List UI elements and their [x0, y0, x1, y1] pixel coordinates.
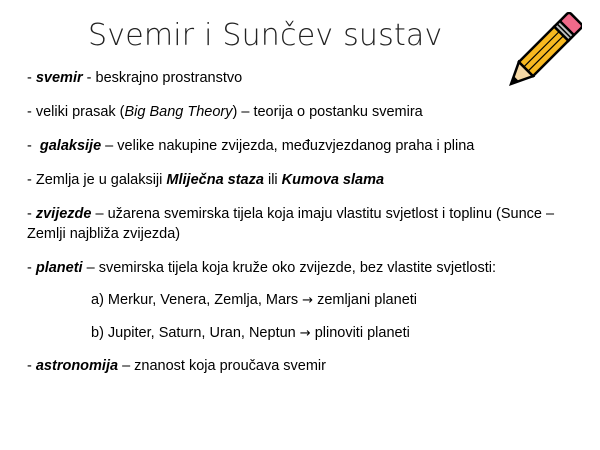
list-item: - astronomija – znanost koja proučava svemir [27, 358, 326, 374]
term: galaksije [39, 138, 102, 154]
italic-text: Big Bang Theory [124, 104, 233, 120]
list-item: - Zemlja je u galaksiji Mliječna staza ili Kumova slama [27, 172, 385, 188]
term: Mliječna staza [166, 172, 264, 188]
arrow-icon: → [302, 293, 314, 308]
list-item: - veliki prasak (Big Bang Theory) – teorija o postanku svemira [27, 104, 423, 120]
page-title: Svemir i Sunčev sustav [88, 18, 443, 53]
list-item: - planeti – svemirska tijela koja kruže oko zvijezde, bez vlastite svjetlosti: [27, 260, 497, 276]
content-list [27, 68, 572, 390]
list-item: - svemir - beskrajno prostranstvo [27, 70, 243, 86]
sub-list-item: b) Jupiter, Saturn, Uran, Neptun → plinoviti planeti [91, 325, 410, 341]
list-item: - galaksije – velike nakupine zvijezda, međuzvjezdanog praha i plina [27, 138, 475, 154]
term: astronomija [35, 358, 119, 374]
sub-list-item: a) Merkur, Venera, Zemlja, Mars → zemljani planeti [91, 292, 418, 308]
arrow-icon: → [299, 326, 311, 341]
term: zvijezde [35, 206, 92, 222]
term: Kumova slama [281, 172, 385, 188]
term: svemir [35, 70, 83, 86]
list-item: - zvijezde – užarena svemirska tijela koja imaju vlastitu svjetlost i toplinu (Sunce – Zemlji najbliža zvijezda) [27, 206, 555, 242]
term: planeti [35, 260, 83, 276]
